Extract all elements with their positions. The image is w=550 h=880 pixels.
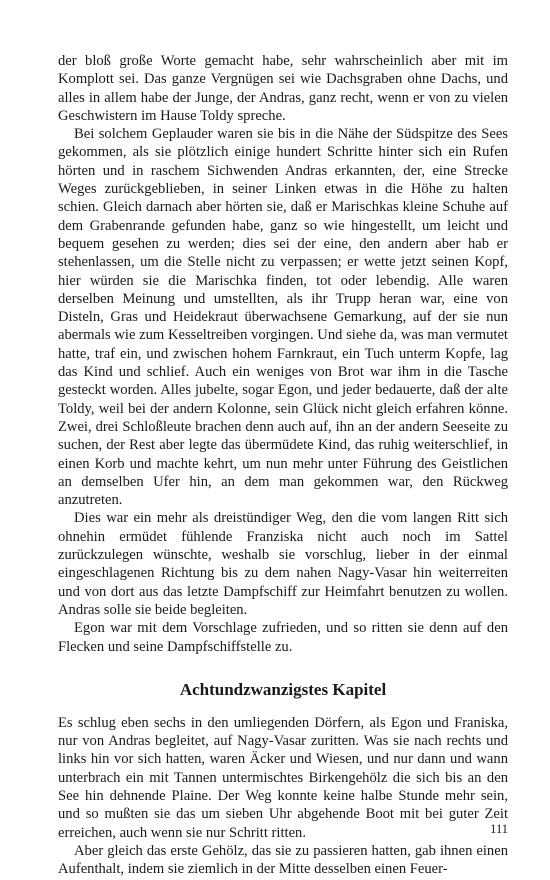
paragraph: Egon war mit dem Vorschlage zufrieden, und so ritten sie denn auf den Flecken und seine Dampfschiffstelle zu.	[58, 620, 508, 655]
paragraph: der bloß große Worte gemacht habe, sehr wahrscheinlich aber mit im Komplott sei. Das ganze Vergnügen sei wie Dachsgraben ohne Dachs, und alles in allem habe der Junge, der Andras, ganz recht, wenn er von zu vielen Geschwistern im Hause Toldy spreche.	[58, 53, 508, 124]
paragraph: Bei solchem Geplauder waren sie bis in die Nähe der Südspitze des Sees gekommen, als sie plötzlich einige hundert Schritte hinter sich ein Rufen hörten und in raschem Sichwenden Andras erkannten, der, eine Strecke Weges zurückgeblieben, in seiner Linken etwas in die Höhe zu halten schien. Gleich darnach aber hörten sie, daß er Marischkas kleine Schuhe auf dem Grabenrande gefunden habe, ganz so wie hingestellt, um leicht und bequem gesehen zu werden; dies sei der eine, den andern aber hab er stehenlassen, um die Stelle nicht zu verpassen; er wette jetzt seinen Kopf, hier würden sie die Marischka finden, tot oder lebendig. Alle waren derselben Meinung und umstellten, als ihr Trupp heran war, eine von Disteln, Gras und Heidekraut überwachsene Gemarkung, auf der sie nun abermals wie zum Kesseltreiben vorgingen. Und siehe da, was man vermutet hatte, traf ein, und zwischen hohem Farnkraut, ein Tuch unterm Kopfe, lag das Kind und schlief. Auch ein weniges von Brot war ihm in die Tasche gesteckt worden. Alles jubelte, sogar Egon, und jeder bedauerte, daß der alte Toldy, weil bei der andern Kolonne, sein Glück nicht gleich erfahren könne. Zwei, drei Schloßleute brachen denn auch auf, ihn an der andern Seeseite zu suchen, der Rest aber legte das übermüdete Kind, das ruhig weiterschlief, in einen Korb und machte kehrt, um nun mehr unter Führung des Geistlichen an demselben Ufer hin, an dem man gekommen war, den Rückweg anzutreten.	[58, 126, 508, 509]
paragraph: Es schlug eben sechs in den umliegenden Dörfern, als Egon und Franiska, nur von Andras begleitet, auf Nagy-Vasar zuritten. Was sie nach rechts und links hin vor sich hatten, waren Äcker und Wiesen, und nur dann und wann unterbrach ein mit Tannen untermischtes Birkengehölz die sich bis an den See hin dehnende Plaine. Der Weg konnte keine halbe Stunde mehr sein, und so mußten sie das um sieben Uhr abgehende Boot mit bei guter Zeit erreichen, auch wenn sie nur Schritt ritten.	[58, 714, 508, 841]
page-number: 111	[490, 822, 508, 836]
paragraph: Aber gleich das erste Gehölz, das sie zu passieren hatten, gab ihnen einen Aufenthalt, indem sie ziemlich in der Mitte desselben einen Feuer-	[58, 842, 508, 878]
paragraph: Dies war ein mehr als dreistündiger Weg, den die vom langen Ritt sich ohnehin ermüdet fühlende Franziska nicht auch noch im Sattel zurückzulegen wünschte, weshalb sie vorschlug, lieber in der einmal eingeschlagenen Richtung bis zu dem nahen Nagy-Vasar hin weiterreiten und von dort aus das letzte Dampfschiff zur Heimfahrt benutzen zu wollen. Andras solle sie beide begleiten.	[58, 510, 508, 618]
page-body	[58, 52, 508, 878]
chapter-title: Achtundzwanzigstes Kapitel	[179, 679, 387, 699]
